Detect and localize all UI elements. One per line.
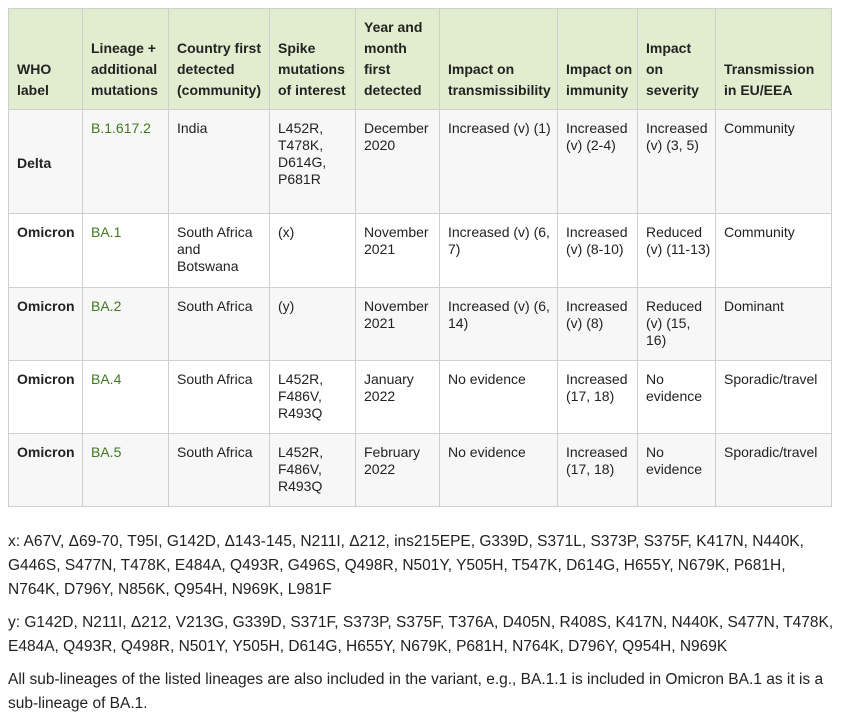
cell-who: Omicron [9, 434, 83, 507]
cell-transmission: Sporadic/travel [716, 434, 832, 507]
cell-country: South Africa and Botswana [169, 214, 270, 288]
cell-immunity: Increased (v) (8) [558, 288, 638, 361]
table-row [9, 434, 832, 507]
cell-immunity: Increased (v) (8-10) [558, 214, 638, 288]
cell-date: January 2022 [356, 361, 440, 434]
table-row [9, 288, 832, 361]
cell-severity: No evidence [638, 361, 716, 434]
cell-transmissibility: No evidence [440, 361, 558, 434]
cell-severity: No evidence [638, 434, 716, 507]
cell-spike: L452R, T478K, D614G, P681R [270, 110, 356, 214]
cell-spike: L452R, F486V, R493Q [270, 434, 356, 507]
cell-transmission: Community [716, 110, 832, 214]
cell-severity: Reduced (v) (15, 16) [638, 288, 716, 361]
cell-date: February 2022 [356, 434, 440, 507]
header-date: Year and month first detected [356, 9, 440, 110]
cell-country: South Africa [169, 288, 270, 361]
header-immunity: Impact on immunity [558, 9, 638, 110]
cell-lineage-link[interactable]: BA.5 [83, 434, 169, 507]
cell-date: November 2021 [356, 288, 440, 361]
cell-lineage-link[interactable]: BA.2 [83, 288, 169, 361]
cell-immunity: Increased (17, 18) [558, 434, 638, 507]
cell-country: South Africa [169, 361, 270, 434]
cell-transmissibility: Increased (v) (1) [440, 110, 558, 214]
cell-who: Omicron [9, 214, 83, 288]
cell-who: Omicron [9, 361, 83, 434]
cell-transmission: Sporadic/travel [716, 361, 832, 434]
cell-country: India [169, 110, 270, 214]
cell-transmissibility: Increased (v) (6, 7) [440, 214, 558, 288]
table-row [9, 361, 832, 434]
footnotes [8, 530, 838, 725]
table-row [9, 214, 832, 288]
cell-severity: Increased (v) (3, 5) [638, 110, 716, 214]
header-transmission: Transmission in EU/EEA [716, 9, 832, 110]
header-lineage: Lineage + additional mutations [83, 9, 169, 110]
header-spike: Spike mutations of interest [270, 9, 356, 110]
cell-spike: L452R, F486V, R493Q [270, 361, 356, 434]
cell-transmission: Dominant [716, 288, 832, 361]
cell-who: Delta [9, 110, 83, 214]
header-country: Country first detected (community) [169, 9, 270, 110]
cell-date: December 2020 [356, 110, 440, 214]
cell-spike: (y) [270, 288, 356, 361]
cell-lineage-link[interactable]: BA.4 [83, 361, 169, 434]
footnote-sublineages: All sub-lineages of the listed lineages are also included in the variant, e.g., BA.1.1 is included in Omicron BA.1 as it is a sub-lineage of BA.1. [8, 671, 824, 712]
cell-who: Omicron [9, 288, 83, 361]
cell-immunity: Increased (v) (2-4) [558, 110, 638, 214]
footnote-x: x: A67V, Δ69-70, T95I, G142D, Δ143-145, N211I, Δ212, ins215EPE, G339D, S371L, S373P, S375F, K417N, N440K, G446S, S477N, T478K, E484A, Q493R, G496S, Q498R, N501Y, Y505H, T547K, D614G, H655Y, N679K, P681H, N764K, D796Y, N856K, Q954H, N969K, L981F [8, 533, 804, 598]
header-severity: Impact on severity [638, 9, 716, 110]
cell-spike: (x) [270, 214, 356, 288]
cell-severity: Reduced (v) (11-13) [638, 214, 716, 288]
cell-transmissibility: Increased (v) (6, 14) [440, 288, 558, 361]
header-who-label: WHO label [9, 9, 83, 110]
variants-table [8, 8, 832, 507]
cell-lineage-link[interactable]: BA.1 [83, 214, 169, 288]
cell-immunity: Increased (17, 18) [558, 361, 638, 434]
table-row [9, 110, 832, 214]
footnote-y: y: G142D, N211I, Δ212, V213G, G339D, S371F, S373P, S375F, T376A, D405N, R408S, K417N, N440K, S477N, T478K, E484A, Q493R, Q498R, N501Y, Y505H, D614G, H655Y, N679K, P681H, N764K, D796Y, Q954H, N969K [8, 614, 834, 655]
cell-country: South Africa [169, 434, 270, 507]
cell-transmissibility: No evidence [440, 434, 558, 507]
header-transmissibility: Impact on transmissibility [440, 9, 558, 110]
cell-lineage-link[interactable]: B.1.617.2 [83, 110, 169, 214]
cell-transmission: Community [716, 214, 832, 288]
table-header-row [9, 9, 832, 110]
cell-date: November 2021 [356, 214, 440, 288]
